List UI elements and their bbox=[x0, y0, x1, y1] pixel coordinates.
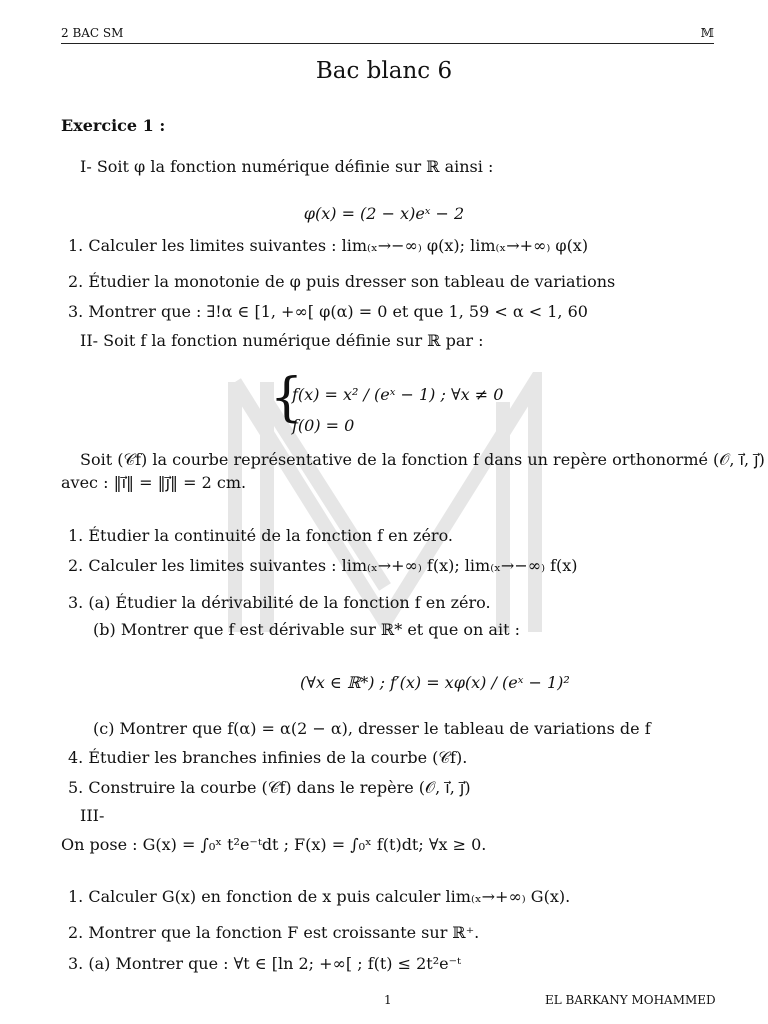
part2-item-2: 2. Calculer les limites suivantes : lim₍ₓ→+∞₎ f(x); lim₍ₓ→−∞₎ f(x) bbox=[68, 556, 578, 575]
part2-intro: II- Soit f la fonction numérique définie sur ℝ par : bbox=[80, 331, 484, 350]
system-brace: { bbox=[270, 368, 304, 428]
part1-item-2: 2. Étudier la monotonie de φ puis dresser son tableau de variations bbox=[68, 272, 616, 291]
part1-item-1: 1. Calculer les limites suivantes : lim₍ₓ→−∞₎ φ(x); lim₍ₓ→+∞₎ φ(x) bbox=[68, 236, 589, 255]
part3-label: III- bbox=[80, 806, 105, 825]
exercise-heading: Exercice 1 : bbox=[61, 116, 166, 135]
part1-intro: I- Soit φ la fonction numérique définie sur ℝ ainsi : bbox=[80, 157, 494, 176]
part2-item-3c: (c) Montrer que f(α) = α(2 − α), dresser le tableau de variations de f bbox=[93, 719, 651, 738]
part1-formula: φ(x) = (2 − x)eˣ − 2 bbox=[303, 204, 465, 223]
part3-definition: On pose : G(x) = ∫₀ˣ t²e⁻ᵗdt ; F(x) = ∫₀ˣ f(t)dt; ∀x ≥ 0. bbox=[61, 835, 487, 854]
page-title: Bac blanc 6 bbox=[315, 58, 453, 84]
curve-text-1: Soit (𝒞f) la courbe représentative de la fonction f dans un repère orthonormé (𝒪, i⃗, j⃗) bbox=[80, 450, 765, 469]
curve-text-2: avec : ‖i⃗‖ = ‖j⃗‖ = 2 cm. bbox=[61, 473, 247, 492]
page-number: 1 bbox=[384, 993, 392, 1007]
part2-item-1: 1. Étudier la continuité de la fonction f en zéro. bbox=[68, 526, 454, 545]
part3-item-2: 2. Montrer que la fonction F est croissante sur ℝ⁺. bbox=[68, 923, 480, 942]
part2-item-5: 5. Construire la courbe (𝒞f) dans le repère (𝒪, i⃗, j⃗) bbox=[68, 778, 471, 797]
part2-item-3b: (b) Montrer que f est dérivable sur ℝ* et que on ait : bbox=[93, 620, 520, 639]
part2-item-3a: 3. (a) Étudier la dérivabilité de la fonction f en zéro. bbox=[68, 593, 491, 612]
part3-item-1: 1. Calculer G(x) en fonction de x puis calculer lim₍ₓ→+∞₎ G(x). bbox=[68, 887, 571, 906]
footer-author: EL BARKANY MOHAMMED bbox=[545, 993, 716, 1007]
header-left: 2 BAC SM bbox=[61, 26, 124, 40]
part1-item-3: 3. Montrer que : ∃!α ∈ [1, +∞[ φ(α) = 0 et que 1, 59 < α < 1, 60 bbox=[68, 302, 588, 321]
system-line-2: f(0) = 0 bbox=[292, 416, 355, 435]
part2-item-4: 4. Étudier les branches infinies de la courbe (𝒞f). bbox=[68, 748, 468, 767]
derivative-formula: (∀x ∈ ℝ*) ; f′(x) = xφ(x) / (eˣ − 1)² bbox=[300, 673, 570, 692]
part3-item-3a: 3. (a) Montrer que : ∀t ∈ [ln 2; +∞[ ; f(t) ≤ 2t²e⁻ᵗ bbox=[68, 954, 461, 973]
system-line-1: f(x) = x² / (eˣ − 1) ; ∀x ≠ 0 bbox=[292, 385, 504, 404]
header-right: 𝕄 bbox=[700, 26, 714, 40]
